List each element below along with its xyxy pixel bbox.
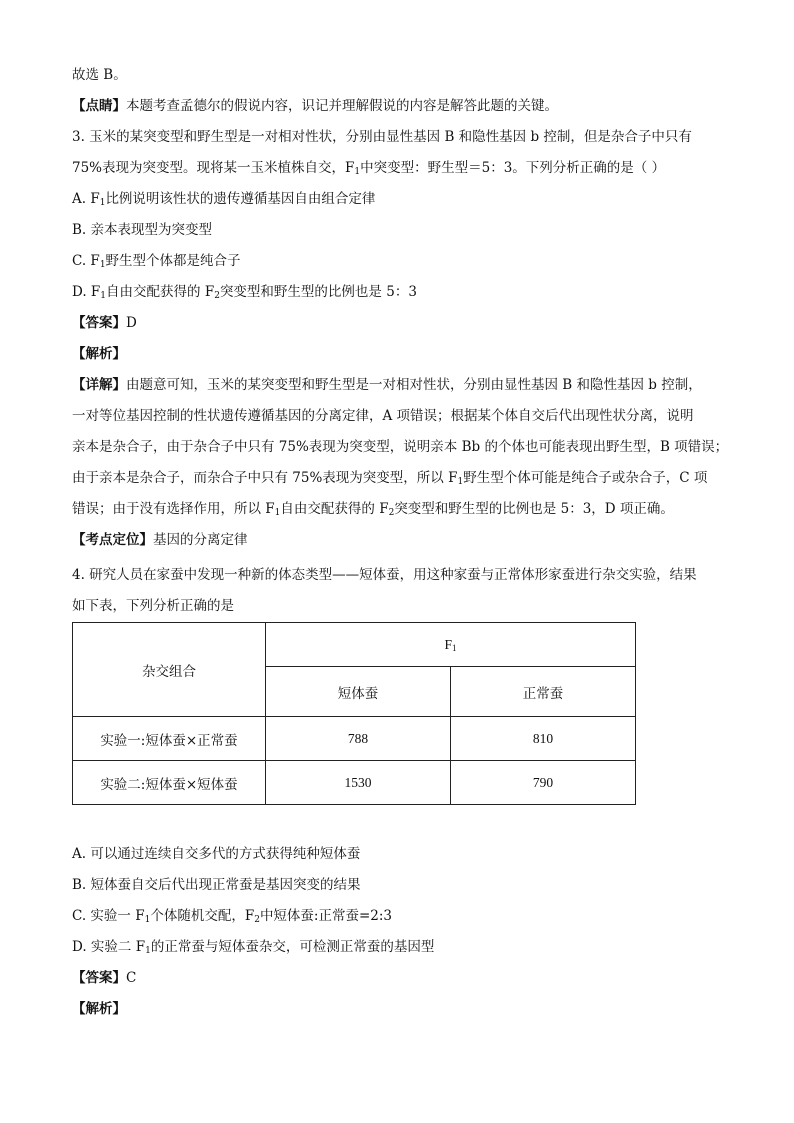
question-3-line-1: 3. 玉米的某突变型和野生型是一对相对性状，分别由显性基因 B 和隐性基因 b 控制，但是杂合子中只有 <box>72 129 692 145</box>
line-conclusion: 故选 B。 <box>72 67 127 83</box>
q3-detail-line-5: 错误；由于没有选择作用，所以 $F_1$自由交配获得的 $F_2$突变型和野生型的比例也是 5：3，D 项正确。 <box>72 501 674 518</box>
q3-answer: 【答案】D <box>72 315 137 331</box>
q4-option-c: C. 实验一 $F_1$个体随机交配，$F_2$中短体蚕:正常蚕=2:3 <box>72 908 393 925</box>
table-row <box>73 717 636 761</box>
q4-option-b: B. 短体蚕自交后代出现正常蚕是基因突变的结果 <box>72 877 361 893</box>
q3-option-c: C. $F_1$野生型个体都是纯合子 <box>72 253 241 270</box>
cell-short: 788 <box>266 717 451 761</box>
q3-analysis-heading <box>72 345 126 363</box>
tag-analysis: 【解析】 <box>72 346 126 362</box>
line-dianjing: 【点睛】本题考查孟德尔的假说内容，识记并理解假说的内容是解答此题的关键。 <box>72 98 558 114</box>
header-normal-silkworm: 正常蚕 <box>451 667 636 717</box>
q4-option-d: D. 实验二 $F_1$的正常蚕与短体蚕杂交，可检测正常蚕的基因型 <box>72 939 435 956</box>
cell-normal: 810 <box>451 717 636 761</box>
q4-answer: 【答案】C <box>72 970 137 986</box>
tag-answer: 【答案】 <box>72 970 126 986</box>
tag-dianjing: 【点睛】 <box>72 98 126 114</box>
row-label: 实验二:短体蚕×短体蚕 <box>73 761 266 805</box>
q3-option-a: A. $F_1$比例说明该性状的遗传遵循基因自由组合定律 <box>72 191 376 208</box>
q3-option-d: D. $F_1$自由交配获得的 $F_2$突变型和野生型的比例也是 5：3 <box>72 284 417 301</box>
q3-detail-line-4: 由于亲本是杂合子，而杂合子中只有 75%表现为突变型，所以 $F_1$野生型个体可能是纯合子或杂合子，C 项 <box>72 470 708 487</box>
row-label: 实验一:短体蚕×正常蚕 <box>73 717 266 761</box>
question-4-line-2: 如下表，下列分析正确的是 <box>72 598 234 614</box>
q3-option-b: B. 亲本表现型为突变型 <box>72 222 213 238</box>
cell-normal: 790 <box>451 761 636 805</box>
question-4-line-1: 4. 研究人员在家蚕中发现一种新的体态类型——短体蚕，用这种家蚕与正常体形家蚕进行杂交实验，结果 <box>72 567 697 583</box>
q4-option-a: A. 可以通过连续自交多代的方式获得纯种短体蚕 <box>72 846 361 862</box>
q3-detail-line-2: 一对等位基因控制的性状遗传遵循基因的分离定律，A 项错误；根据某个体自交后代出现性状分离，说明 <box>72 408 694 424</box>
cross-results-table <box>72 622 636 805</box>
header-cross-combination: 杂交组合 <box>73 623 266 717</box>
q3-detail-line-1: 【详解】由题意可知，玉米的某突变型和野生型是一对相对性状，分别由显性基因 B 和隐性基因 b 控制， <box>72 377 702 393</box>
tag-analysis: 【解析】 <box>72 1001 126 1017</box>
question-3-line-2: 75%表现为突变型。现将某一玉米植株自交，$F_1$中突变型：野生型＝5：3。下列分析正确的是（ ） <box>72 160 666 177</box>
q4-analysis-heading <box>72 1000 126 1018</box>
table-row <box>73 761 636 805</box>
tag-knowledge: 【考点定位】 <box>72 532 153 548</box>
cell-short: 1530 <box>266 761 451 805</box>
tag-detail: 【详解】 <box>72 377 126 393</box>
header-f1: $F_1$ <box>266 623 636 667</box>
header-short-silkworm: 短体蚕 <box>266 667 451 717</box>
tag-answer: 【答案】 <box>72 315 126 331</box>
q3-detail-line-3: 亲本是杂合子，由于杂合子中只有 75%表现为突变型，说明亲本 Bb 的个体也可能表现出野生型，B 项错误； <box>72 439 729 455</box>
q3-knowledge-point: 【考点定位】基因的分离定律 <box>72 532 248 548</box>
